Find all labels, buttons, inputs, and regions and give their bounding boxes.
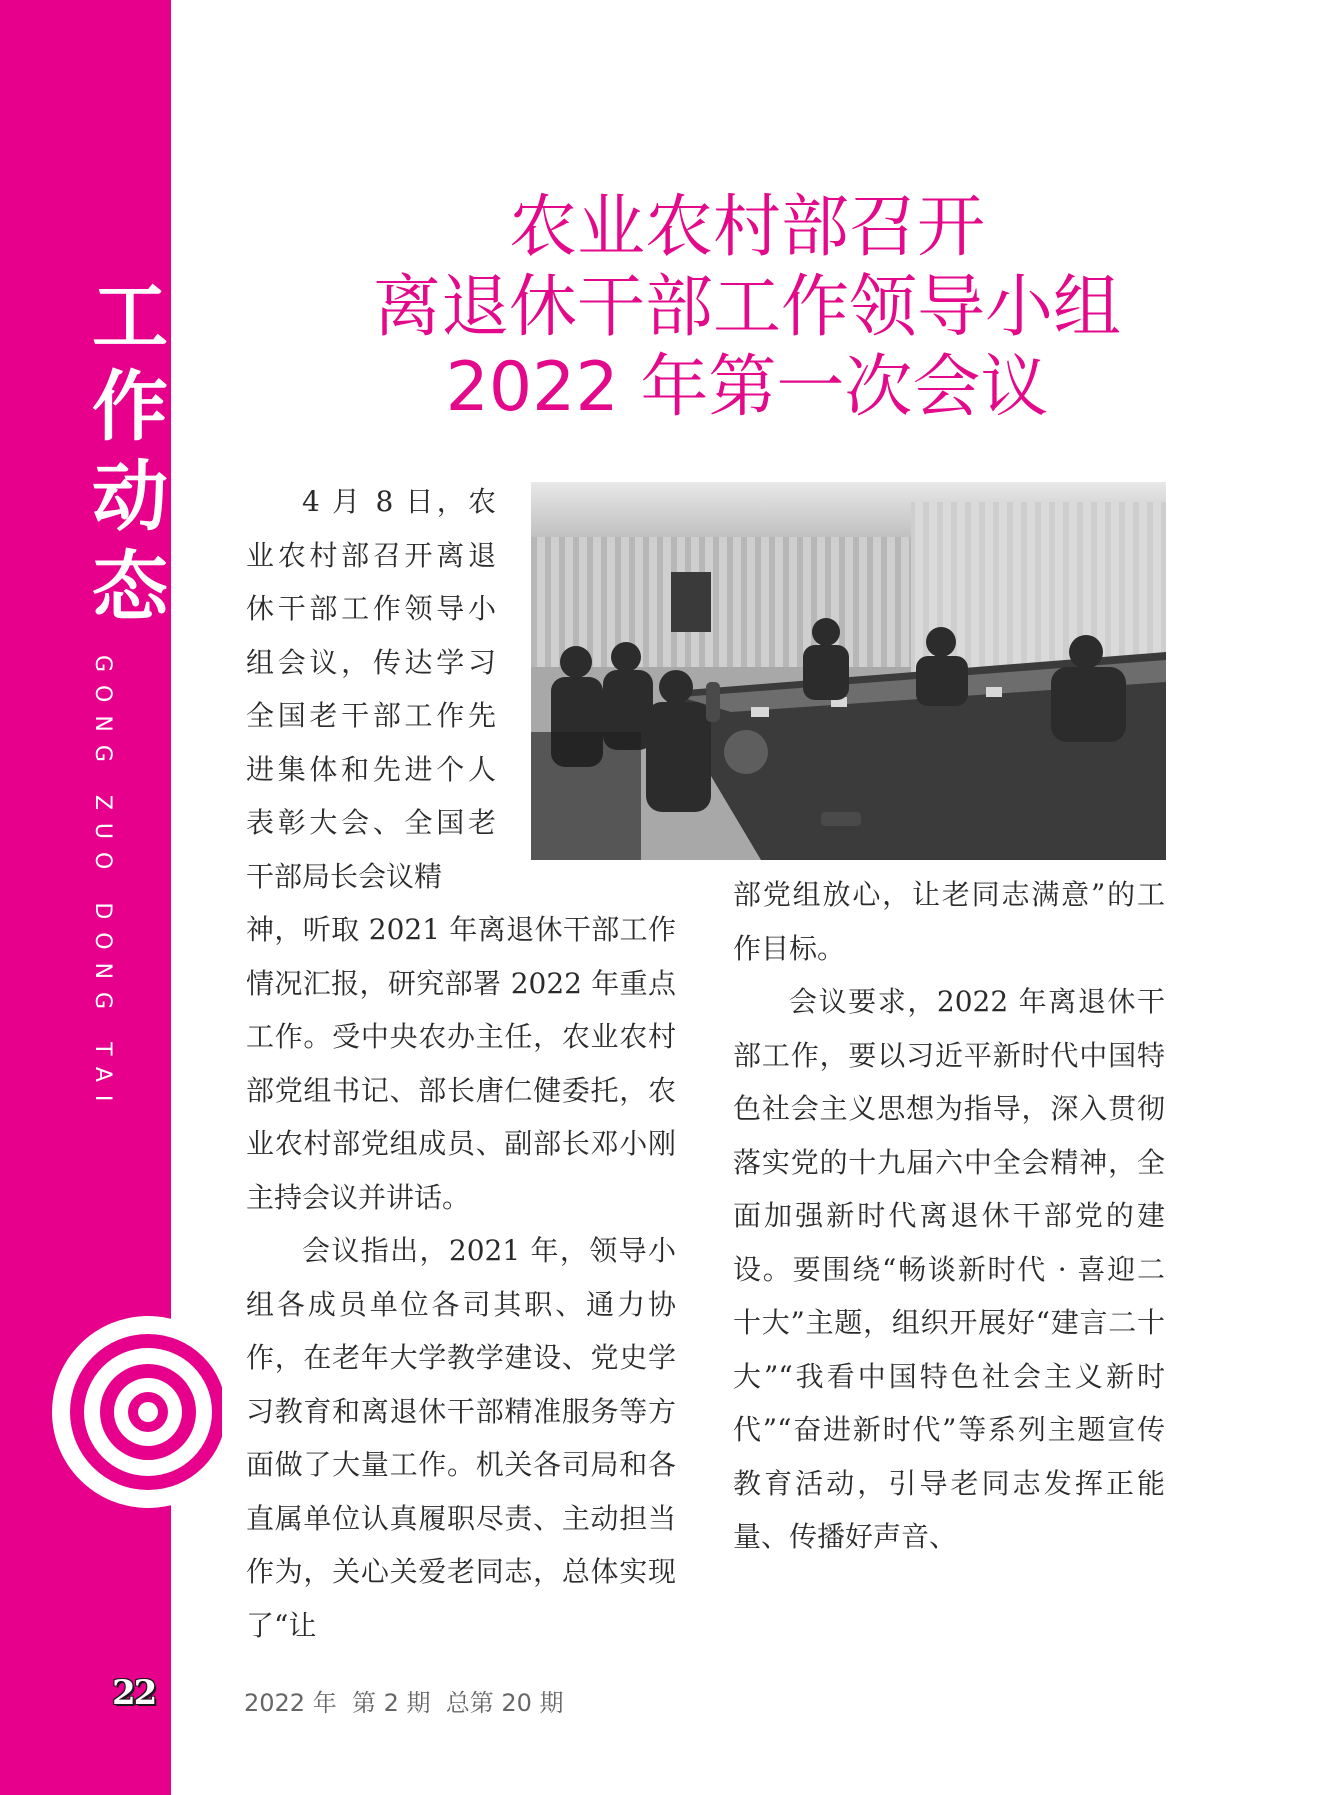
section-title-char-2: 作 <box>92 362 168 451</box>
section-title <box>88 272 172 632</box>
issue-info: 2022 年 第 2 期 总第 20 期 <box>244 1689 564 1717</box>
column-2 <box>733 868 1165 1564</box>
article-title-line-2: 离退休干部工作领导小组 <box>372 268 1121 347</box>
concentric-circles-decoration <box>42 1300 222 1530</box>
section-pinyin: GONG ZUO DONG TAI <box>90 655 115 1115</box>
column-1-main <box>246 903 676 1652</box>
section-title-char-3: 动 <box>92 452 168 541</box>
paragraph-2-part-2: 部党组放心，让老同志满意”的工作目标。 <box>733 878 1165 965</box>
paragraph-2-part-1: 会议指出，2021 年，领导小组各成员单位各司其职、通力协作，在老年大学教学建设、党史学习教育和离退休干部精准服务等方面做了大量工作。机关各司局和各直属单位认真履职尽责、主动担当作为，关心关爱老同志，总体实现了“让 <box>246 1234 676 1642</box>
paragraph-1-part-2: 神，听取 2021 年离退休干部工作情况汇报，研究部署 2022 年重点工作。受中央农办主任，农业农村部党组书记、部长唐仁健委托，农业农村部党组成员、副部长邓小刚主持会议并讲话。 <box>246 913 676 1214</box>
paragraph-1-part-1: 4 月 8 日，农业农村部召开离退休干部工作领导小组会议，传达学习全国老干部工作先进集体和先进个人表彰大会、全国老干部局长会议精 <box>246 485 496 893</box>
page-number: 22 <box>112 1673 156 1713</box>
meeting-photo <box>531 482 1166 860</box>
article-title-line-1: 农业农村部召开 <box>508 188 985 267</box>
article-title-line-3: 2022 年第一次会议 <box>445 348 1049 427</box>
article-title <box>171 188 1323 428</box>
column-1-top <box>246 475 496 903</box>
paragraph-3: 会议要求，2022 年离退休干部工作，要以习近平新时代中国特色社会主义思想为指导，深入贯彻落实党的十九届六中全会精神，全面加强新时代离退休干部党的建设。要围绕“畅谈新时代 · 喜迎二十大”主题，组织开展好“建言二十大”“我看中国特色社会主义新时代”“奋进新时代”等系列主题宣传教育活动，引导老同志发挥正能量、传播好声音、 <box>733 985 1165 1553</box>
section-title-char-1: 工 <box>92 272 168 361</box>
section-title-char-4: 态 <box>92 542 168 631</box>
